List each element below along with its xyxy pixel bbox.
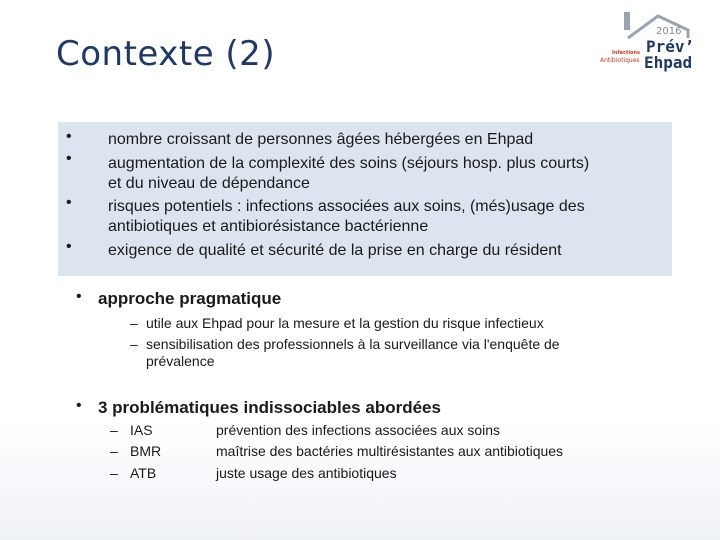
problem-desc: juste usage des antibiotiques <box>216 465 397 481</box>
dash: – <box>110 422 118 438</box>
context-point-cont: et du niveau de dépendance <box>108 175 310 192</box>
context-point-cont: antibiotiques et antibiorésistance bactérienne <box>108 218 429 235</box>
problems-heading: 3 problématiques indissociables abordées <box>98 398 441 417</box>
context-point: exigence de qualité et sécurité de la prise en charge du résident <box>108 242 562 259</box>
svg-text:Prév’: Prév’ <box>646 37 695 56</box>
dash: – <box>110 465 118 481</box>
problem-desc: maîtrise des bactéries multirésistantes aux antibiotiques <box>216 443 564 459</box>
dash: – <box>130 336 138 352</box>
dash: – <box>110 443 118 459</box>
approach-item: sensibilisation des professionnels à la surveillance via l'enquête de <box>146 336 560 352</box>
bullet: • <box>66 150 72 167</box>
approach-heading: approche pragmatique <box>98 289 282 308</box>
problem-code: IAS <box>130 422 153 438</box>
bullet: • <box>66 128 72 145</box>
problem-code: BMR <box>130 443 162 459</box>
svg-text:2016: 2016 <box>656 26 682 37</box>
bullet: • <box>66 238 72 255</box>
bullet: • <box>76 397 82 414</box>
bullet: • <box>76 288 82 305</box>
svg-text:Ehpad: Ehpad <box>644 53 693 72</box>
problem-code: ATB <box>130 465 157 481</box>
problem-desc: prévention des infections associées aux soins <box>216 422 501 438</box>
slide-title: Contexte (2) <box>56 34 276 74</box>
chimney-shape <box>624 12 630 30</box>
svg-text:Infections: Infections <box>612 50 641 56</box>
context-point: nombre croissant de personnes âgées hébergées en Ehpad <box>108 131 534 148</box>
context-point: augmentation de la complexité des soins (séjours hosp. plus courts) <box>108 155 590 172</box>
prev-ehpad-logo <box>598 8 714 72</box>
approach-item: utile aux Ehpad pour la mesure et la gestion du risque infectieux <box>146 315 544 331</box>
context-point: risques potentiels : infections associées aux soins, (més)usage des <box>108 198 585 215</box>
approach-item-cont: prévalence <box>146 353 215 369</box>
bullet: • <box>66 194 72 211</box>
dash: – <box>130 315 138 331</box>
svg-text:Antibiotiques: Antibiotiques <box>600 57 640 64</box>
